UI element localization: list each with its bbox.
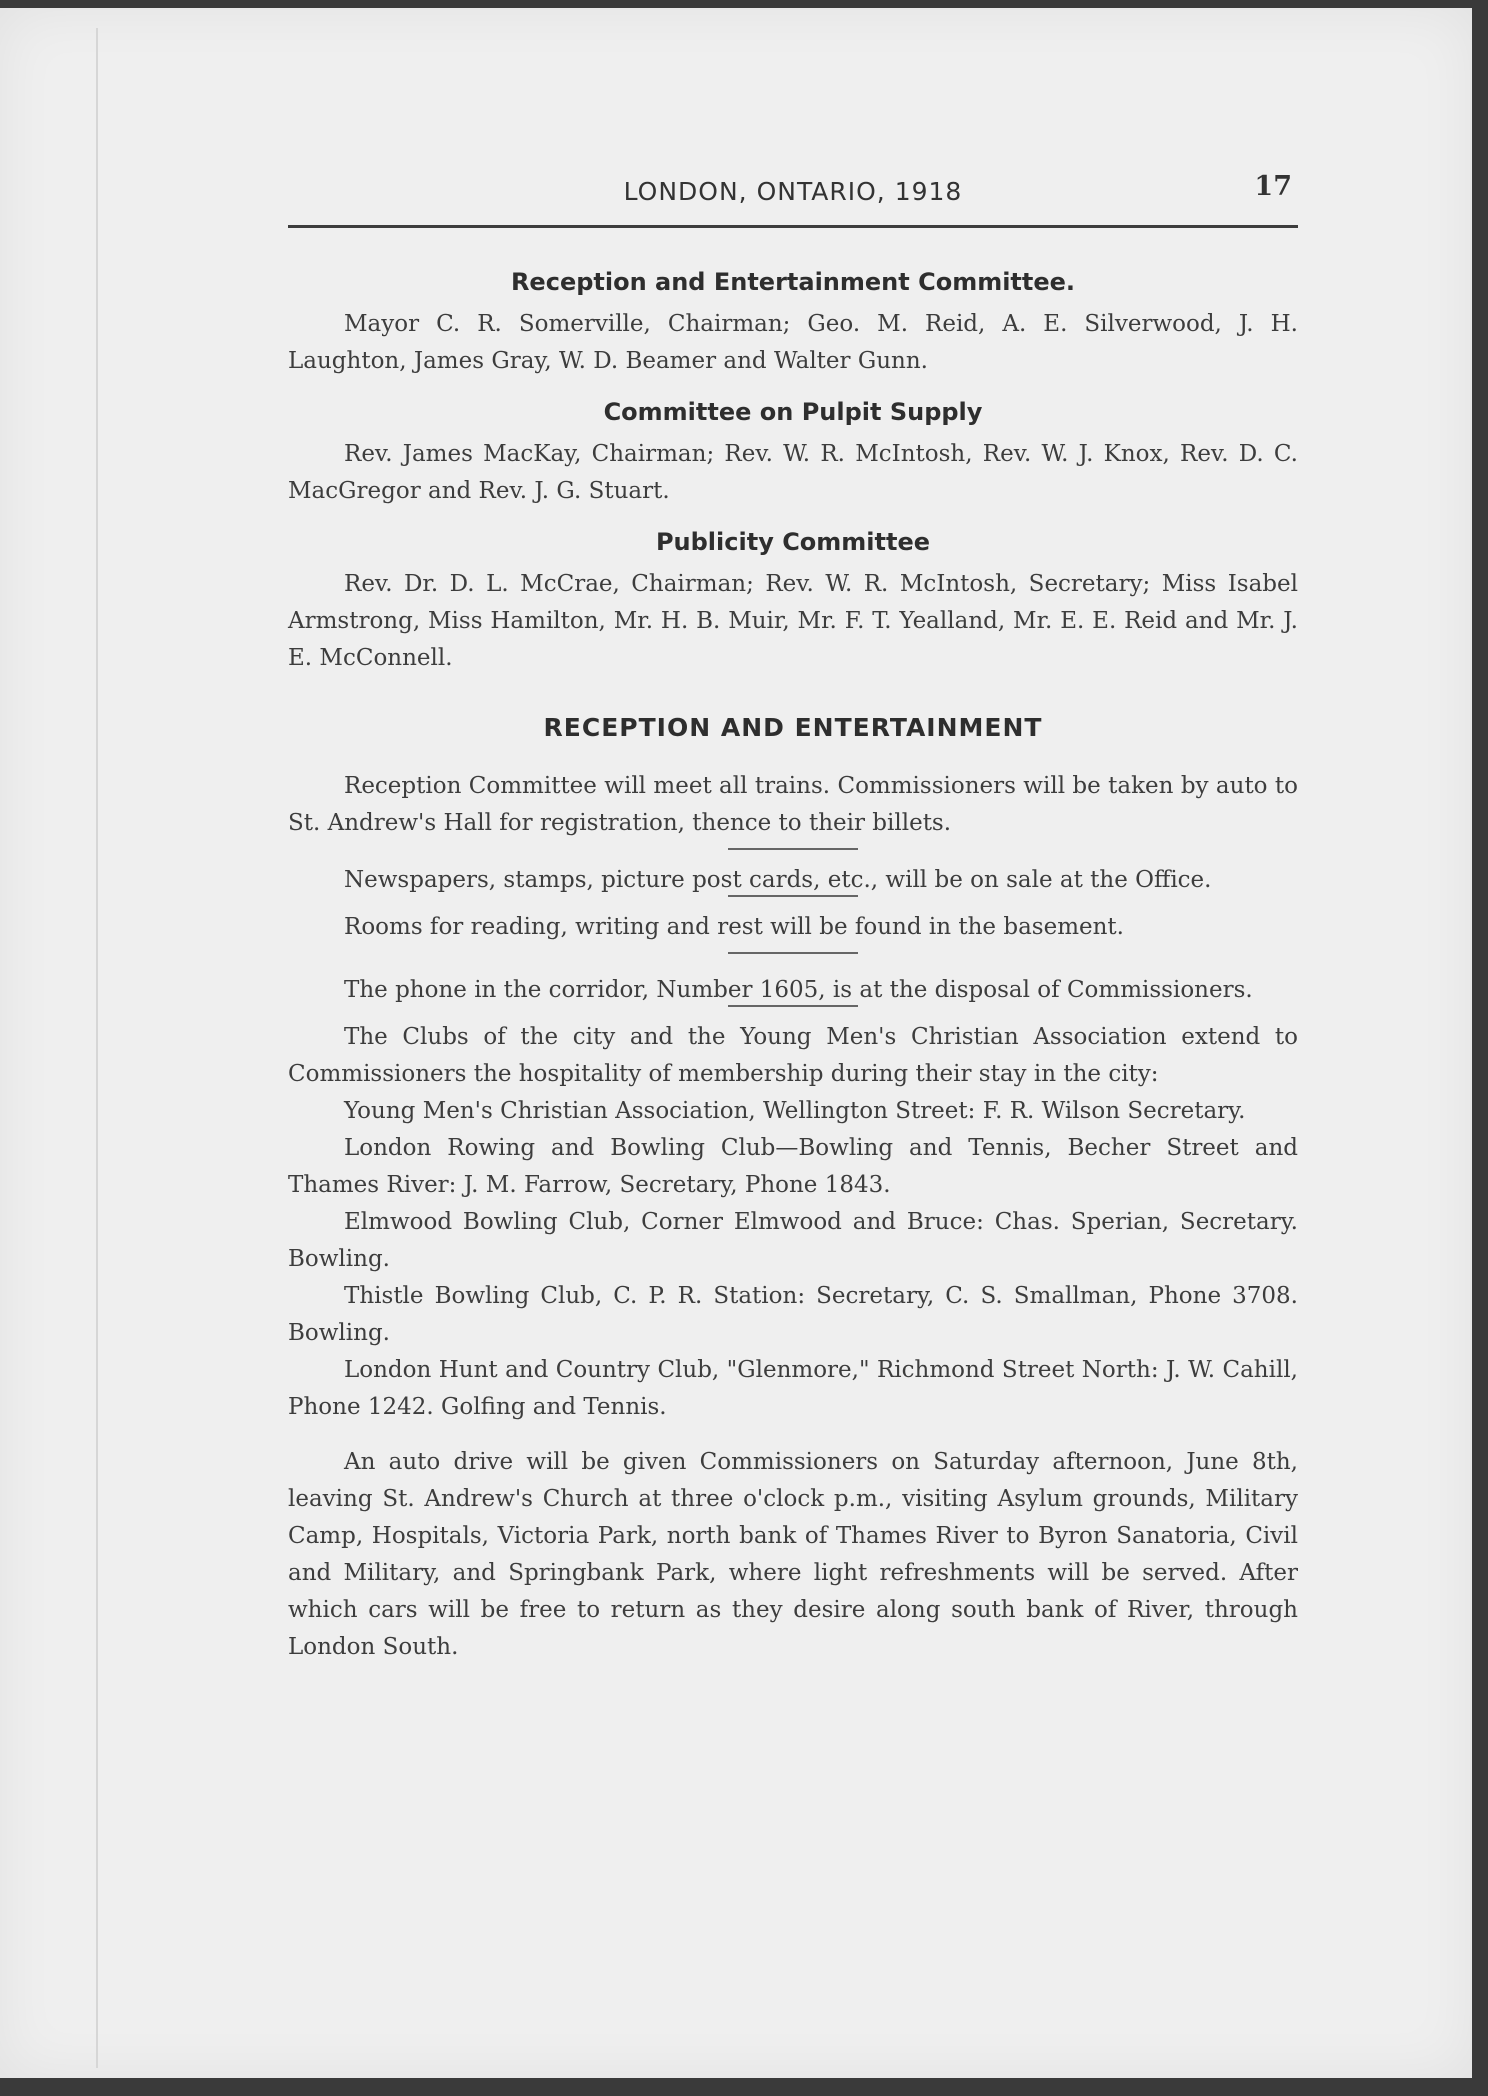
paragraph-auto-drive: An auto drive will be given Commissioners on Saturday afternoon, June 8th, leaving St. Andrew's Church at three o'clock p.m., visiting Asylum grounds, Military Camp, Hospitals, Victoria Park, north bank of Thames River to Byron Sanatoria, Civil and Military, and Springbank Park, where light refreshments will be served. After which cars will be free to return as they desire along south bank of River, through London South. [288,1449,1298,1660]
running-header [288,163,1298,228]
section-heading: RECEPTION AND ENTERTAINMENT [543,713,1043,742]
committee-members: Mayor C. R. Somerville, Chairman; Geo. M. Reid, A. E. Silverwood, J. H. Laughton, James Gray, W. D. Beamer and Walter Gunn. [288,311,1298,374]
paragraph-phone: The phone in the corridor, Number 1605, is at the disposal of Commissioners. [344,977,1253,1003]
club-entry: London Hunt and Country Club, "Glenmore," Richmond Street North: J. W. Cahill, Phone 1242. Golfing and Tennis. [288,1357,1298,1420]
paragraph-newspapers: Newspapers, stamps, picture post cards, etc., will be on sale at the Office. [344,867,1212,893]
divider-rule [728,848,858,850]
paragraph-reception: Reception Committee will meet all trains. Commissioners will be taken by auto to St. Andrew's Hall for registration, thence to their billets. [288,773,1298,836]
page-number: 17 [1254,171,1292,202]
club-entry: London Rowing and Bowling Club—Bowling and Tennis, Becher Street and Thames River: J. M. Farrow, Secretary, Phone 1843. [288,1135,1298,1198]
committee-heading: Committee on Pulpit Supply [603,398,983,426]
committee-members: Rev. Dr. D. L. McCrae, Chairman; Rev. W. R. McIntosh, Secretary; Miss Isabel Armstrong, Miss Hamilton, Mr. H. B. Muir, Mr. F. T. Yealland, Mr. E. E. Reid and Mr. J. E. McConnell. [288,571,1298,671]
document-page [0,8,1472,2078]
committee-heading: Publicity Committee [655,528,931,556]
paragraph-clubs: The Clubs of the city and the Young Men's Christian Association extend to Commissioners the hospitality of membership during their stay in the city: [288,1024,1298,1087]
page-content [288,163,1298,1666]
binding-edge [96,28,98,2068]
committee-heading: Reception and Entertainment Committee. [510,268,1076,296]
running-title: LONDON, ONTARIO, 1918 [623,177,963,206]
paragraph-rooms: Rooms for reading, writing and rest will be found in the basement. [344,914,1124,940]
club-entry: Thistle Bowling Club, C. P. R. Station: Secretary, C. S. Smallman, Phone 3708. Bowling. [288,1283,1298,1346]
committee-pulpit [288,398,1298,510]
club-entry: Young Men's Christian Association, Wellington Street: F. R. Wilson Secretary. [344,1098,1246,1124]
divider-rule [728,952,858,954]
club-entry: Elmwood Bowling Club, Corner Elmwood and Bruce: Chas. Sperian, Secretary. Bowling. [288,1209,1298,1272]
committee-members: Rev. James MacKay, Chairman; Rev. W. R. McIntosh, Rev. W. J. Knox, Rev. D. C. MacGregor and Rev. J. G. Stuart. [288,441,1298,504]
committee-reception [288,268,1298,380]
committee-publicity [288,528,1298,677]
